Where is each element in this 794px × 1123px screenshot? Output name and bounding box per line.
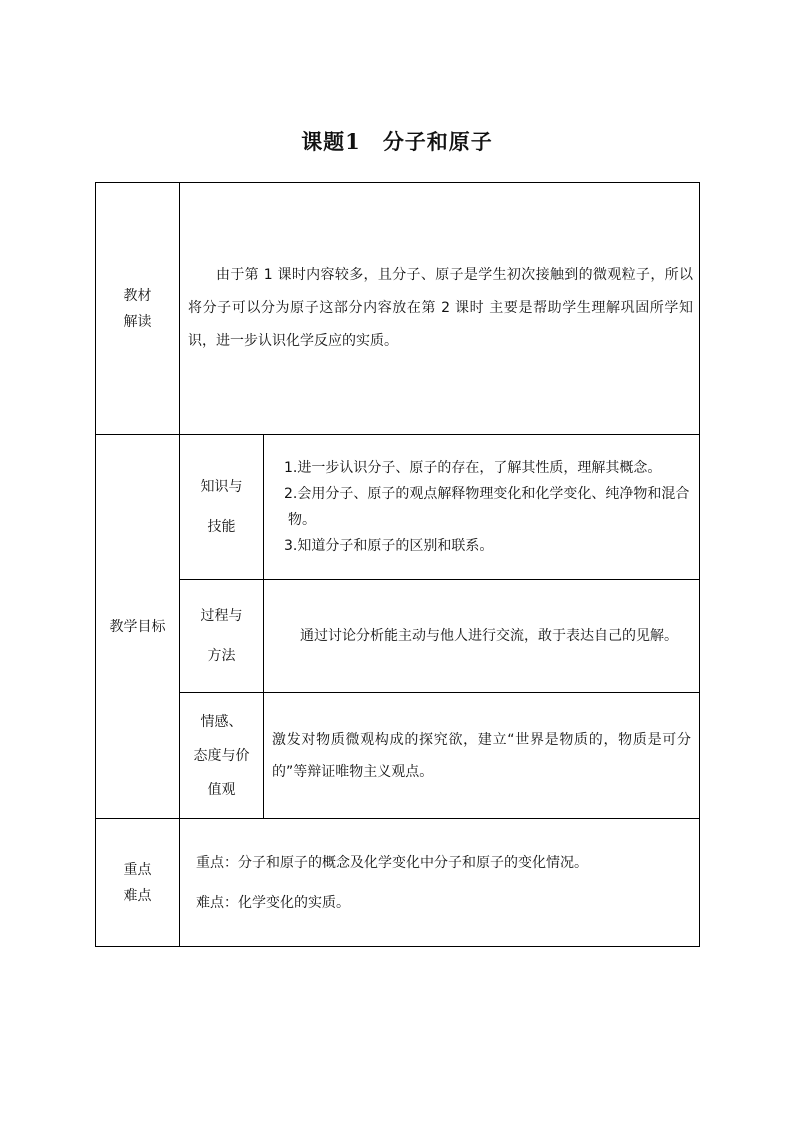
process-row [96, 580, 700, 693]
title-lesson-name: 分子和原子 [382, 129, 493, 154]
knowledge-label-line1: 知识与 [200, 479, 243, 495]
key-points-label-line1: 重点 [123, 861, 152, 878]
key-points-text [180, 843, 699, 923]
lesson-plan-table [95, 182, 700, 947]
goals-label: 教学目标 [109, 618, 166, 635]
material-row [96, 183, 700, 435]
emotion-label-cell [180, 693, 264, 819]
emotion-content-cell [264, 693, 700, 819]
process-label-cell [180, 580, 264, 693]
material-text: 由于第 1 课时内容较多，且分子、原子是学生初次接触到的微观粒子，所以将分子可以分为原子这部分内容放在第 2 课时 主要是帮助学生理解巩固所学知识，进一步认识化学反应的实质。 [188, 267, 693, 349]
knowledge-row [96, 435, 700, 580]
process-text: 通过讨论分析能主动与他人进行交流，敢于表达自己的见解。 [300, 628, 678, 644]
knowledge-label-line2: 技能 [207, 519, 236, 535]
material-label-line2: 解读 [123, 313, 152, 330]
difficulty-point: 难点：化学变化的实质。 [196, 894, 350, 911]
material-label-line1: 教材 [123, 287, 152, 304]
knowledge-item-3: 3.知道分子和原子的区别和联系。 [284, 538, 494, 554]
key-points-label-line2: 难点 [123, 887, 152, 904]
goals-label-cell [96, 435, 180, 819]
emotion-label-line1: 情感、 [200, 713, 243, 730]
knowledge-label-cell [180, 435, 264, 580]
emotion-text: 激发对物质微观构成的探究欲，建立“世界是物质的，物质是可分的”等辩证唯物主义观点。 [272, 731, 691, 780]
knowledge-item-1: 1.进一步认识分子、原子的存在，了解其性质，理解其概念。 [284, 460, 662, 476]
process-content-cell [264, 580, 700, 693]
knowledge-list [264, 455, 699, 559]
knowledge-content-cell [264, 435, 700, 580]
process-label-line2: 方法 [207, 648, 236, 664]
key-points-content-cell [180, 819, 700, 947]
material-label-cell [96, 183, 180, 435]
key-points-label-cell [96, 819, 180, 947]
material-content-cell [180, 183, 700, 435]
key-point: 重点：分子和原子的概念及化学变化中分子和原子的变化情况。 [196, 854, 588, 871]
emotion-label-line3: 值观 [207, 781, 236, 798]
key-points-row [96, 819, 700, 947]
title-lesson-number: 课题1 [301, 129, 361, 154]
emotion-label-line2: 态度与价 [193, 747, 250, 764]
emotion-row [96, 693, 700, 819]
knowledge-item-2: 2.会用分子、原子的观点解释物理变化和化学变化、纯净物和混合物。 [284, 486, 690, 528]
process-label-line1: 过程与 [200, 608, 243, 624]
page-title [0, 126, 794, 156]
